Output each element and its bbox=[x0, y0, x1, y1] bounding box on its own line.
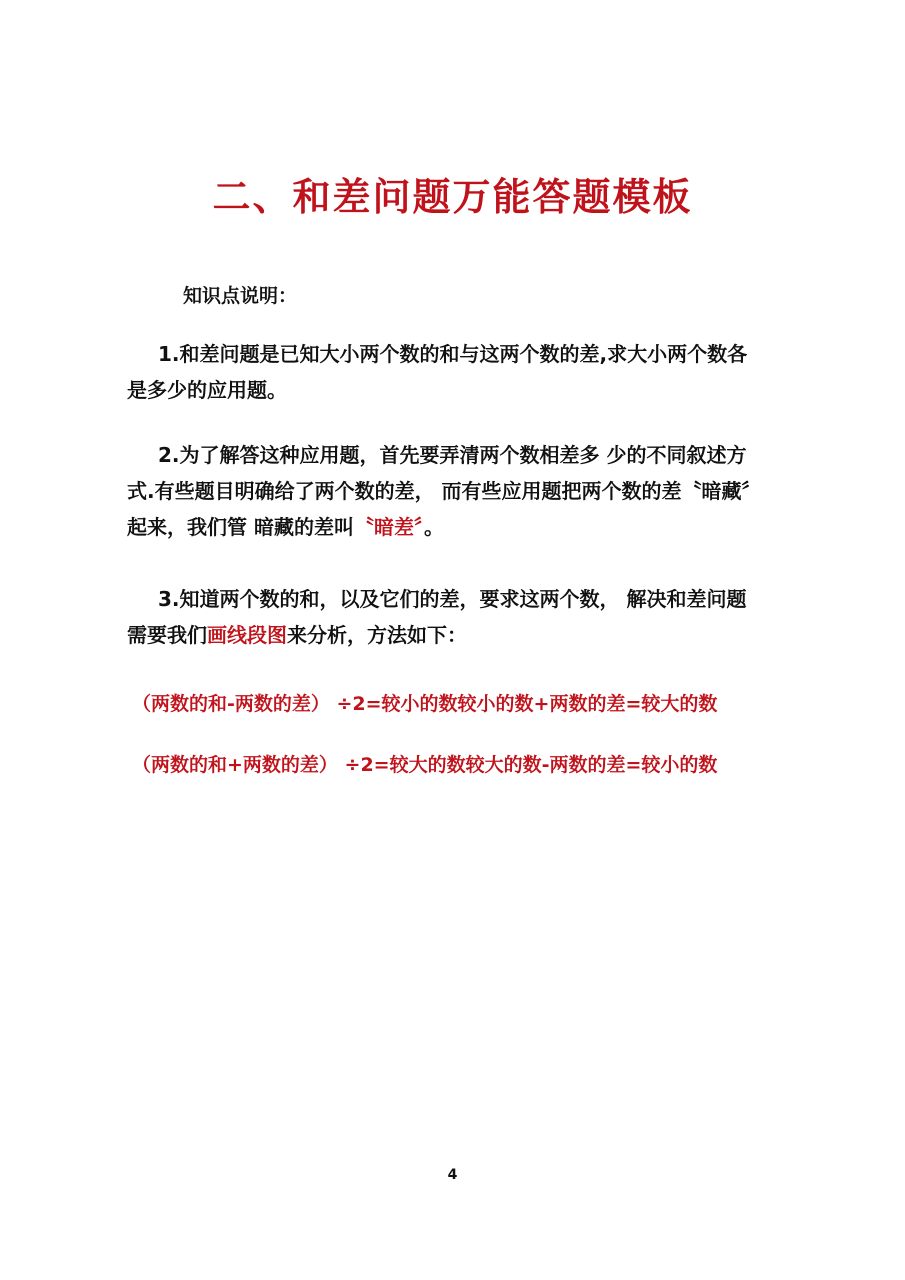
page-number: 4 bbox=[447, 1167, 458, 1183]
paragraph-2-line-3-text: 起来，我们管 暗藏的差叫 bbox=[127, 515, 354, 539]
paragraph-3-line-1: 3.知道两个数的和，以及它们的差，要求这两个数， 解决和差问题 bbox=[158, 587, 747, 611]
formula-larger-number: （两数的和+两数的差） ÷2=较大的数较大的数-两数的差=较小的数 bbox=[132, 754, 718, 776]
paragraph-3 bbox=[127, 581, 787, 653]
paragraph-2-line-1: 2.为了解答这种应用题，首先要弄清两个数相差多 少的不同叙述方 bbox=[158, 443, 747, 467]
paragraph-3-line-2 bbox=[127, 617, 787, 653]
hidden-difference-term: 〝暗差〞 bbox=[353, 515, 424, 539]
paragraph-2-line-3 bbox=[127, 509, 787, 545]
paragraph-2 bbox=[127, 437, 787, 545]
paragraph-2-line-3-end: 。 bbox=[423, 515, 444, 539]
section-intro-label: 知识点说明： bbox=[183, 285, 298, 307]
paragraph-3-line-2-text: 需要我们 bbox=[127, 623, 207, 647]
paragraph-3-line-2-end: 来分析，方法如下： bbox=[287, 623, 467, 647]
paragraph-1-line-2: 是多少的应用题。 bbox=[127, 378, 287, 402]
paragraph-2-line-2: 式.有些题目明确给了两个数的差， 而有些应用题把两个数的差〝暗藏〞 bbox=[127, 479, 762, 503]
formula-smaller-number: （两数的和-两数的差） ÷2=较小的数较小的数+两数的差=较大的数 bbox=[132, 693, 718, 715]
page-title: 二、和差问题万能答题模板 bbox=[212, 175, 693, 219]
paragraph-1 bbox=[127, 336, 787, 408]
paragraph-1-line-1: 1.和差问题是已知大小两个数的和与这两个数的差,求大小两个数各 bbox=[158, 342, 748, 366]
line-diagram-term: 画线段图 bbox=[207, 623, 287, 647]
